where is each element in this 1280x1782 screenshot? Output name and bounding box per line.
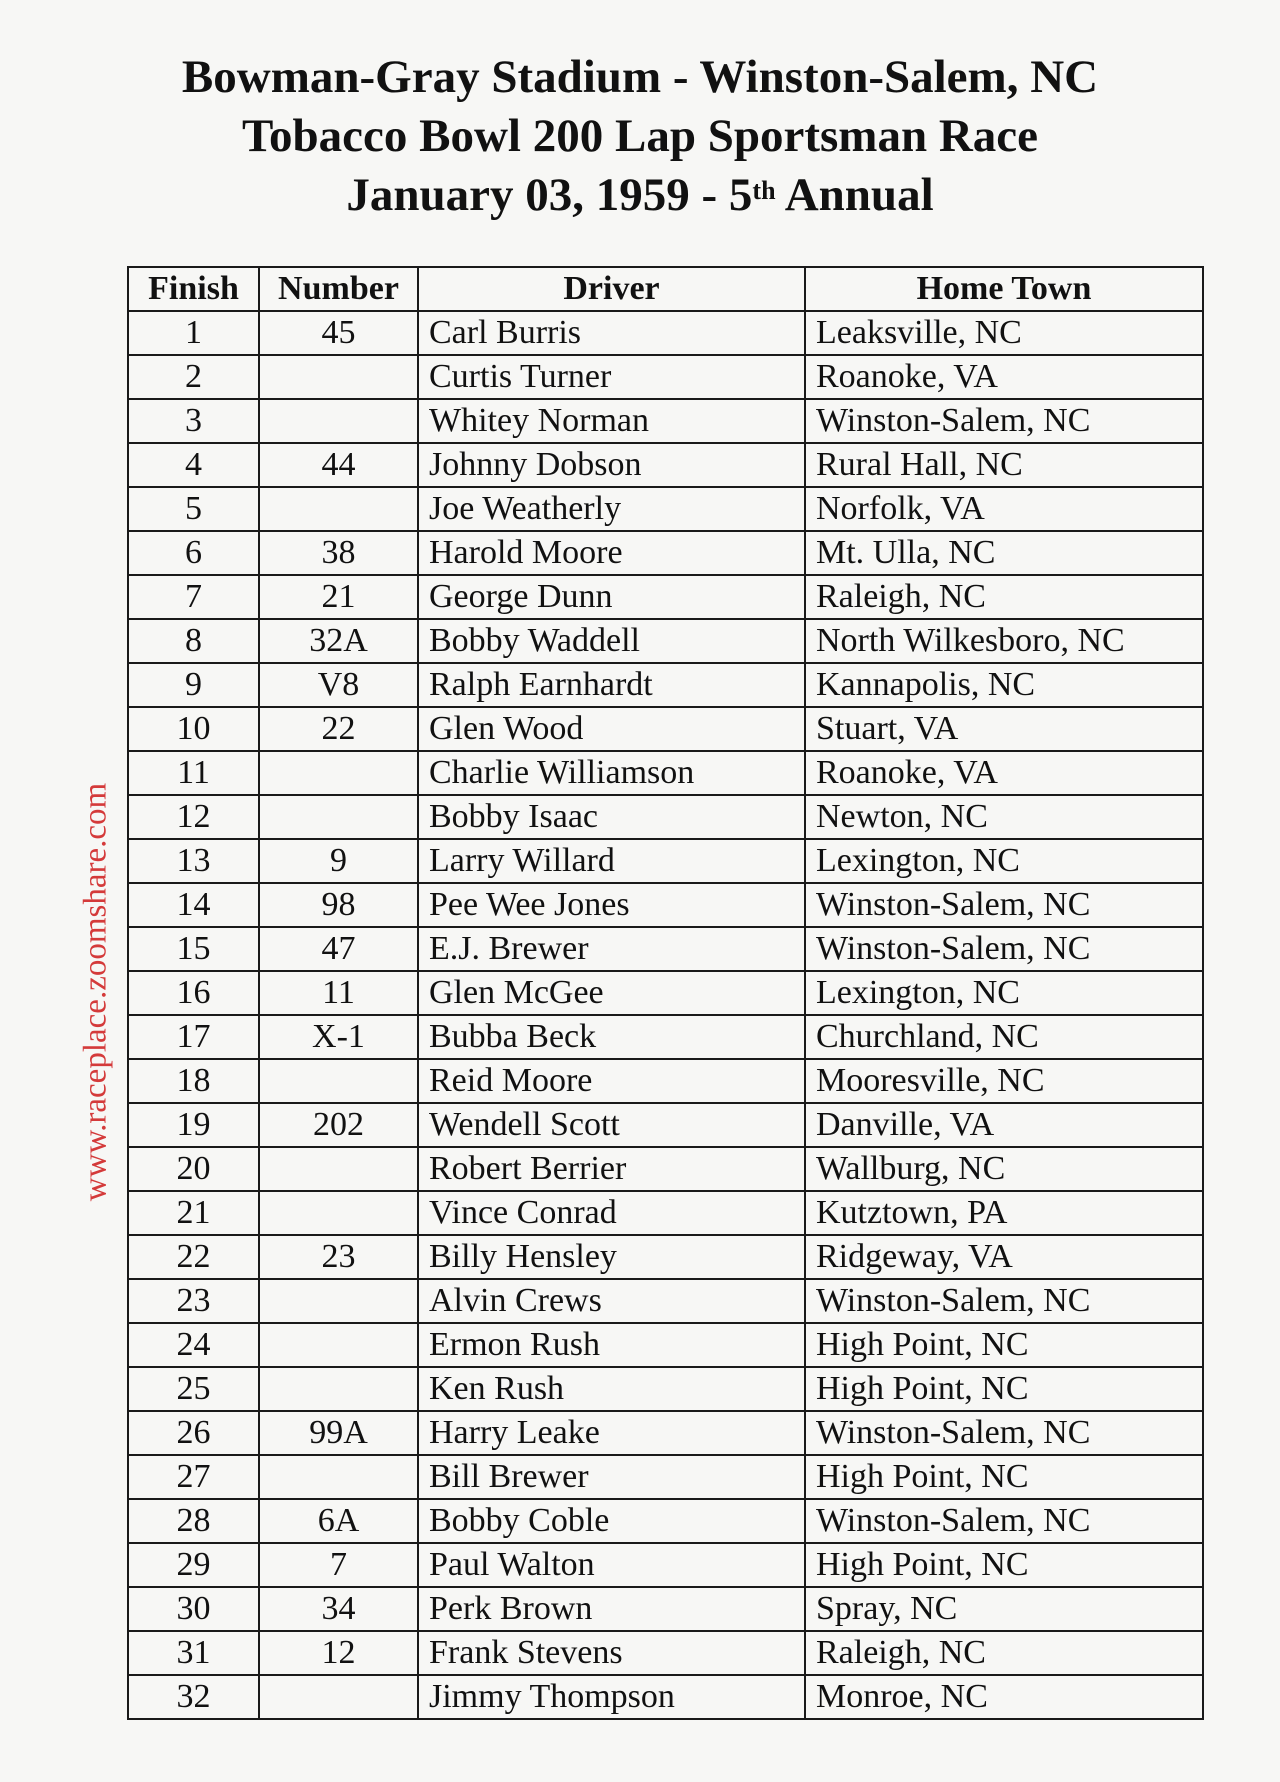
table-row [128,839,1203,883]
table-row [128,487,1203,531]
table-row [128,1675,1203,1719]
finish-cell: 19 [128,1103,259,1147]
home-town-cell: High Point, NC [805,1543,1203,1587]
driver-cell: Perk Brown [418,1587,805,1631]
home-town-cell: North Wilkesboro, NC [805,619,1203,663]
number-cell [259,1367,418,1411]
home-town-cell: Monroe, NC [805,1675,1203,1719]
home-town-cell: Lexington, NC [805,839,1203,883]
table-row [128,619,1203,663]
driver-cell: Ermon Rush [418,1323,805,1367]
home-town-cell: Winston-Salem, NC [805,399,1203,443]
number-cell [259,1279,418,1323]
home-town-cell: Spray, NC [805,1587,1203,1631]
finish-cell: 8 [128,619,259,663]
home-town-cell: Stuart, VA [805,707,1203,751]
table-row [128,751,1203,795]
results-table [127,266,1204,1720]
table-row [128,399,1203,443]
home-town-cell: High Point, NC [805,1323,1203,1367]
table-row [128,971,1203,1015]
home-town-cell: Winston-Salem, NC [805,1411,1203,1455]
finish-cell: 7 [128,575,259,619]
home-town-cell: Mooresville, NC [805,1059,1203,1103]
table-row [128,1499,1203,1543]
table-row [128,1367,1203,1411]
driver-cell: Carl Burris [418,311,805,355]
table-row [128,1631,1203,1675]
driver-cell: Bubba Beck [418,1015,805,1059]
table-row [128,1103,1203,1147]
finish-cell: 28 [128,1499,259,1543]
number-cell: X-1 [259,1015,418,1059]
number-cell [259,399,418,443]
number-cell: 7 [259,1543,418,1587]
header-driver: Driver [418,267,805,311]
number-cell: 202 [259,1103,418,1147]
table-row [128,1543,1203,1587]
number-cell [259,1147,418,1191]
driver-cell: Glen Wood [418,707,805,751]
finish-cell: 27 [128,1455,259,1499]
driver-cell: Bobby Isaac [418,795,805,839]
driver-cell: Johnny Dobson [418,443,805,487]
table-row [128,1411,1203,1455]
table-row [128,663,1203,707]
number-cell: 45 [259,311,418,355]
header-number: Number [259,267,418,311]
driver-cell: Glen McGee [418,971,805,1015]
header-home-town: Home Town [805,267,1203,311]
home-town-cell: Rural Hall, NC [805,443,1203,487]
number-cell: V8 [259,663,418,707]
driver-cell: Pee Wee Jones [418,883,805,927]
home-town-cell: Leaksville, NC [805,311,1203,355]
driver-cell: Alvin Crews [418,1279,805,1323]
number-cell: 44 [259,443,418,487]
table-row [128,883,1203,927]
driver-cell: Larry Willard [418,839,805,883]
table-row [128,443,1203,487]
finish-cell: 4 [128,443,259,487]
home-town-cell: Kannapolis, NC [805,663,1203,707]
number-cell: 6A [259,1499,418,1543]
number-cell: 23 [259,1235,418,1279]
home-town-cell: Roanoke, VA [805,751,1203,795]
finish-cell: 31 [128,1631,259,1675]
number-cell: 32A [259,619,418,663]
title-annual: Annual [775,169,934,221]
home-town-cell: Winston-Salem, NC [805,883,1203,927]
title-date [0,166,1280,224]
table-row [128,1323,1203,1367]
table-row [128,1059,1203,1103]
driver-cell: E.J. Brewer [418,927,805,971]
finish-cell: 13 [128,839,259,883]
finish-cell: 23 [128,1279,259,1323]
finish-cell: 9 [128,663,259,707]
table-row [128,1235,1203,1279]
finish-cell: 6 [128,531,259,575]
finish-cell: 30 [128,1587,259,1631]
table-header-row [128,267,1203,311]
title-venue: Bowman-Gray Stadium - Winston-Salem, NC [181,51,1099,103]
number-cell [259,487,418,531]
number-cell: 22 [259,707,418,751]
driver-cell: Robert Berrier [418,1147,805,1191]
number-cell [259,1323,418,1367]
home-town-cell: Lexington, NC [805,971,1203,1015]
driver-cell: Bill Brewer [418,1455,805,1499]
watermark-url: www.raceplace.zoomshare.com [77,782,114,1202]
home-town-cell: Mt. Ulla, NC [805,531,1203,575]
home-town-cell: High Point, NC [805,1367,1203,1411]
home-town-cell: Winston-Salem, NC [805,1279,1203,1323]
table-row [128,531,1203,575]
driver-cell: Wendell Scott [418,1103,805,1147]
number-cell: 11 [259,971,418,1015]
driver-cell: Curtis Turner [418,355,805,399]
finish-cell: 16 [128,971,259,1015]
driver-cell: Vince Conrad [418,1191,805,1235]
number-cell [259,1191,418,1235]
number-cell: 34 [259,1587,418,1631]
finish-cell: 18 [128,1059,259,1103]
driver-cell: Bobby Waddell [418,619,805,663]
table-body [128,311,1203,1719]
driver-cell: Billy Hensley [418,1235,805,1279]
home-town-cell: Ridgeway, VA [805,1235,1203,1279]
home-town-cell: Danville, VA [805,1103,1203,1147]
finish-cell: 2 [128,355,259,399]
finish-cell: 21 [128,1191,259,1235]
table-row [128,707,1203,751]
finish-cell: 14 [128,883,259,927]
finish-cell: 1 [128,311,259,355]
number-cell [259,1675,418,1719]
number-cell: 38 [259,531,418,575]
table-row [128,927,1203,971]
finish-cell: 29 [128,1543,259,1587]
finish-cell: 15 [128,927,259,971]
number-cell [259,751,418,795]
driver-cell: Ken Rush [418,1367,805,1411]
title-date-ordinal: th [752,176,776,205]
title-race: Tobacco Bowl 200 Lap Sportsman Race [241,110,1039,162]
number-cell [259,795,418,839]
driver-cell: Reid Moore [418,1059,805,1103]
table-row [128,1587,1203,1631]
table-row [128,1147,1203,1191]
home-town-cell: Winston-Salem, NC [805,1499,1203,1543]
home-town-cell: Raleigh, NC [805,575,1203,619]
driver-cell: George Dunn [418,575,805,619]
finish-cell: 3 [128,399,259,443]
home-town-cell: Raleigh, NC [805,1631,1203,1675]
number-cell [259,355,418,399]
number-cell: 12 [259,1631,418,1675]
driver-cell: Jimmy Thompson [418,1675,805,1719]
finish-cell: 24 [128,1323,259,1367]
number-cell: 47 [259,927,418,971]
finish-cell: 10 [128,707,259,751]
finish-cell: 20 [128,1147,259,1191]
finish-cell: 12 [128,795,259,839]
driver-cell: Paul Walton [418,1543,805,1587]
home-town-cell: Winston-Salem, NC [805,927,1203,971]
driver-cell: Harry Leake [418,1411,805,1455]
driver-cell: Charlie Williamson [418,751,805,795]
title-date-text: January 03, 1959 - 5 [346,169,753,221]
table-row [128,1455,1203,1499]
driver-cell: Ralph Earnhardt [418,663,805,707]
finish-cell: 5 [128,487,259,531]
number-cell: 9 [259,839,418,883]
finish-cell: 22 [128,1235,259,1279]
number-cell: 98 [259,883,418,927]
table-row [128,1191,1203,1235]
home-town-cell: Norfolk, VA [805,487,1203,531]
home-town-cell: High Point, NC [805,1455,1203,1499]
number-cell [259,1455,418,1499]
number-cell: 99A [259,1411,418,1455]
header-finish: Finish [128,267,259,311]
finish-cell: 32 [128,1675,259,1719]
finish-cell: 11 [128,751,259,795]
number-cell: 21 [259,575,418,619]
number-cell [259,1059,418,1103]
finish-cell: 17 [128,1015,259,1059]
driver-cell: Joe Weatherly [418,487,805,531]
home-town-cell: Roanoke, VA [805,355,1203,399]
table-row [128,1279,1203,1323]
driver-cell: Whitey Norman [418,399,805,443]
home-town-cell: Wallburg, NC [805,1147,1203,1191]
driver-cell: Harold Moore [418,531,805,575]
table-row [128,1015,1203,1059]
home-town-cell: Newton, NC [805,795,1203,839]
driver-cell: Bobby Coble [418,1499,805,1543]
table-row [128,575,1203,619]
home-town-cell: Churchland, NC [805,1015,1203,1059]
table-row [128,311,1203,355]
driver-cell: Frank Stevens [418,1631,805,1675]
table-row [128,355,1203,399]
table-row [128,795,1203,839]
home-town-cell: Kutztown, PA [805,1191,1203,1235]
finish-cell: 26 [128,1411,259,1455]
finish-cell: 25 [128,1367,259,1411]
